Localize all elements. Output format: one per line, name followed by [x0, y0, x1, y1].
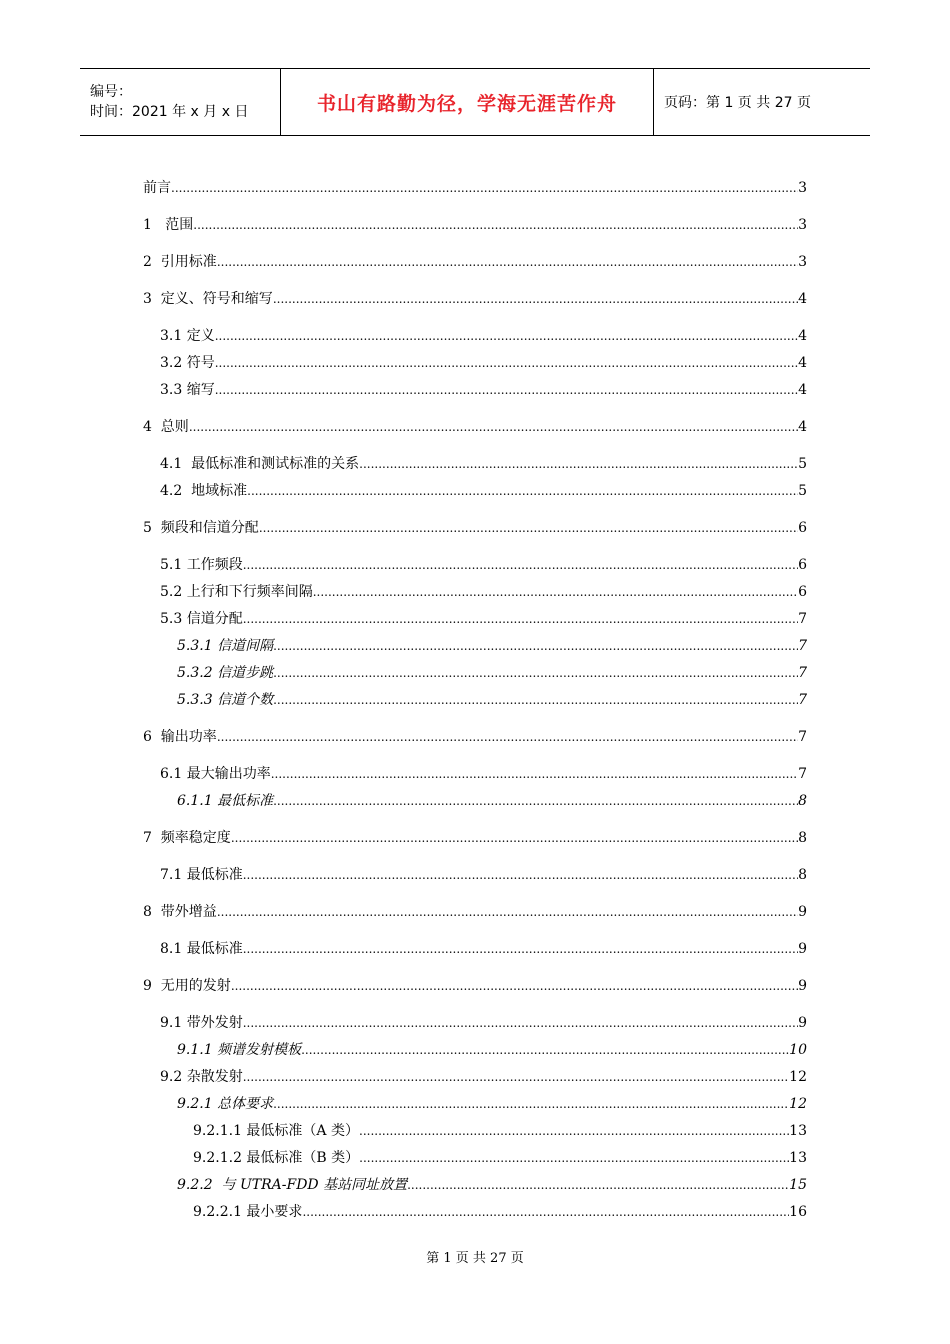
toc-entry[interactable] [143, 829, 807, 847]
toc-entry-page: 5 [798, 456, 807, 472]
toc-entry-page: 10 [789, 1042, 807, 1058]
toc-entry-label: 3.2 符号 [160, 355, 215, 371]
toc-entry-label: 6.1.1 最低标准 [177, 793, 274, 809]
toc-entry-page: 6 [798, 520, 807, 536]
toc-entry[interactable] [160, 556, 807, 574]
toc-entry[interactable] [143, 179, 807, 197]
toc-entry-page: 12 [789, 1096, 807, 1112]
toc-entry[interactable] [143, 903, 807, 921]
document-number-label: 编号： [90, 84, 132, 100]
toc-entry[interactable] [143, 290, 807, 308]
toc-entry-label: 6 输出功率 [143, 729, 217, 745]
toc-dot-leader [271, 765, 798, 783]
toc-entry-page: 4 [798, 419, 807, 435]
toc-entry-label: 4.2 地域标准 [160, 483, 248, 499]
toc-entry-page: 16 [789, 1204, 807, 1220]
toc-dot-leader [243, 940, 798, 958]
toc-dot-leader [247, 482, 798, 500]
toc-entry-label: 8 带外增益 [143, 904, 217, 920]
toc-entry-page: 7 [798, 638, 807, 654]
toc-entry-page: 9 [798, 1015, 807, 1031]
toc-entry-page: 13 [789, 1150, 807, 1166]
toc-entry-page: 8 [798, 867, 807, 883]
header-motto: 书山有路勤为径，学海无涯苦作舟 [281, 69, 654, 135]
toc-entry[interactable] [160, 381, 807, 399]
toc-dot-leader [273, 290, 798, 308]
toc-entry-page: 15 [789, 1177, 807, 1193]
toc-dot-leader [313, 583, 798, 601]
toc-entry[interactable] [177, 664, 807, 682]
toc-dot-leader [217, 903, 798, 921]
toc-dot-leader [171, 179, 798, 197]
toc-entry[interactable] [177, 1176, 807, 1194]
toc-entry-label: 9.2.1.2 最低标准（B 类） [193, 1150, 360, 1166]
toc-dot-leader [215, 327, 798, 345]
header-meta [80, 69, 281, 135]
toc-dot-leader [217, 253, 798, 271]
toc-entry[interactable] [160, 327, 807, 345]
toc-entry-page: 7 [798, 692, 807, 708]
toc-entry[interactable] [177, 691, 807, 709]
toc-entry[interactable] [143, 253, 807, 271]
toc-entry[interactable] [160, 866, 807, 884]
toc-entry-page: 3 [798, 254, 807, 270]
toc-entry-page: 3 [798, 217, 807, 233]
toc-entry-label: 5.3.3 信道个数 [177, 692, 274, 708]
toc-entry-label: 3.3 缩写 [160, 382, 215, 398]
toc-entry-page: 9 [798, 904, 807, 920]
toc-dot-leader [302, 1203, 789, 1221]
toc-entry[interactable] [143, 519, 807, 537]
toc-entry-page: 12 [789, 1069, 807, 1085]
toc-entry[interactable] [160, 765, 807, 783]
toc-entry[interactable] [143, 977, 807, 995]
toc-dot-leader [359, 1122, 789, 1140]
toc-entry-label: 9 无用的发射 [143, 978, 231, 994]
toc-entry-label: 5.3.1 信道间隔 [177, 638, 274, 654]
toc-entry-label: 9.2.1.1 最低标准（A 类） [193, 1123, 359, 1139]
toc-dot-leader [407, 1176, 789, 1194]
toc-dot-leader [243, 610, 798, 628]
toc-entry[interactable] [177, 792, 807, 810]
toc-entry[interactable] [193, 1122, 807, 1140]
toc-entry-label: 2 引用标准 [143, 254, 217, 270]
toc-dot-leader [273, 664, 798, 682]
toc-dot-leader [215, 354, 798, 372]
toc-entry-label: 7 频率稳定度 [143, 830, 231, 846]
toc-dot-leader [243, 1014, 798, 1032]
toc-entry[interactable] [160, 482, 807, 500]
toc-entry[interactable] [160, 455, 807, 473]
toc-entry-page: 6 [798, 557, 807, 573]
toc-entry[interactable] [160, 354, 807, 372]
toc-dot-leader [273, 1095, 789, 1113]
page-footer: 第 1 页 共 27 页 [426, 1251, 524, 1266]
toc-entry[interactable] [143, 418, 807, 436]
toc-entry[interactable] [193, 1149, 807, 1167]
toc-entry-label: 1 范围 [143, 217, 194, 233]
toc-entry-label: 前言 [143, 180, 171, 196]
toc-entry[interactable] [143, 216, 807, 234]
toc-entry-page: 13 [789, 1123, 807, 1139]
toc-entry-page: 4 [798, 291, 807, 307]
toc-entry[interactable] [193, 1203, 807, 1221]
toc-entry-page: 8 [798, 793, 807, 809]
toc-dot-leader [243, 556, 798, 574]
toc-entry-label: 4 总则 [143, 419, 189, 435]
toc-entry-label: 8.1 最低标准 [160, 941, 243, 957]
toc-dot-leader [359, 1149, 789, 1167]
toc-entry-page: 5 [798, 483, 807, 499]
toc-entry-label: 9.1.1 频谱发射模板 [177, 1042, 302, 1058]
toc-dot-leader [243, 1068, 789, 1086]
toc-entry-label: 5.3 信道分配 [160, 611, 243, 627]
toc-entry[interactable] [177, 637, 807, 655]
toc-entry[interactable] [160, 610, 807, 628]
toc-entry-label: 9.1 带外发射 [160, 1015, 243, 1031]
toc-dot-leader [301, 1041, 789, 1059]
toc-entry[interactable] [160, 583, 807, 601]
toc-entry-page: 4 [798, 382, 807, 398]
toc-entry[interactable] [177, 1095, 807, 1113]
toc-entry-label: 4.1 最低标准和测试标准的关系 [160, 456, 360, 472]
toc-entry-label: 3 定义、符号和缩写 [143, 291, 273, 307]
toc-dot-leader [193, 216, 798, 234]
toc-dot-leader [273, 792, 798, 810]
toc-entry-page: 9 [798, 978, 807, 994]
toc-entry-page: 9 [798, 941, 807, 957]
toc-dot-leader [217, 728, 798, 746]
toc-dot-leader [359, 455, 798, 473]
toc-dot-leader [215, 381, 798, 399]
toc-entry-label: 3.1 定义 [160, 328, 215, 344]
toc-dot-leader [231, 829, 798, 847]
page-header [80, 68, 870, 136]
toc-entry[interactable] [160, 1068, 807, 1086]
toc-entry-page: 7 [798, 766, 807, 782]
toc-entry-label: 5.3.2 信道步跳 [177, 665, 274, 681]
document-date: 时间：2021 年 x 月 x 日 [90, 104, 249, 120]
toc-entry[interactable] [177, 1041, 807, 1059]
toc-dot-leader [259, 519, 798, 537]
toc-entry-page: 7 [798, 665, 807, 681]
toc-entry[interactable] [160, 940, 807, 958]
toc-entry-page: 8 [798, 830, 807, 846]
toc-entry-label: 5.1 工作频段 [160, 557, 243, 573]
toc-dot-leader [189, 418, 798, 436]
toc-entry-page: 6 [798, 584, 807, 600]
toc-entry-label: 5 频段和信道分配 [143, 520, 259, 536]
toc-dot-leader [231, 977, 798, 995]
toc-entry-label: 7.1 最低标准 [160, 867, 243, 883]
toc-entry-page: 7 [798, 611, 807, 627]
header-page-info: 页码：第 1 页 共 27 页 [664, 95, 811, 111]
toc-entry-page: 7 [798, 729, 807, 745]
toc-entry-label: 5.2 上行和下行频率间隔 [160, 584, 313, 600]
toc-entry[interactable] [160, 1014, 807, 1032]
toc-entry-page: 3 [798, 180, 807, 196]
toc-dot-leader [273, 637, 798, 655]
toc-entry-label: 9.2.2.1 最小要求 [193, 1204, 303, 1220]
toc-entry-page: 4 [798, 355, 807, 371]
toc-entry-page: 4 [798, 328, 807, 344]
toc-dot-leader [243, 866, 798, 884]
toc-entry[interactable] [143, 728, 807, 746]
toc-dot-leader [273, 691, 798, 709]
toc-entry-label: 9.2.1 总体要求 [177, 1096, 274, 1112]
toc-entry-label: 6.1 最大输出功率 [160, 766, 271, 782]
toc-entry-label: 9.2.2 与 UTRA-FDD 基站同址放置 [177, 1177, 408, 1193]
toc-entry-label: 9.2 杂散发射 [160, 1069, 243, 1085]
